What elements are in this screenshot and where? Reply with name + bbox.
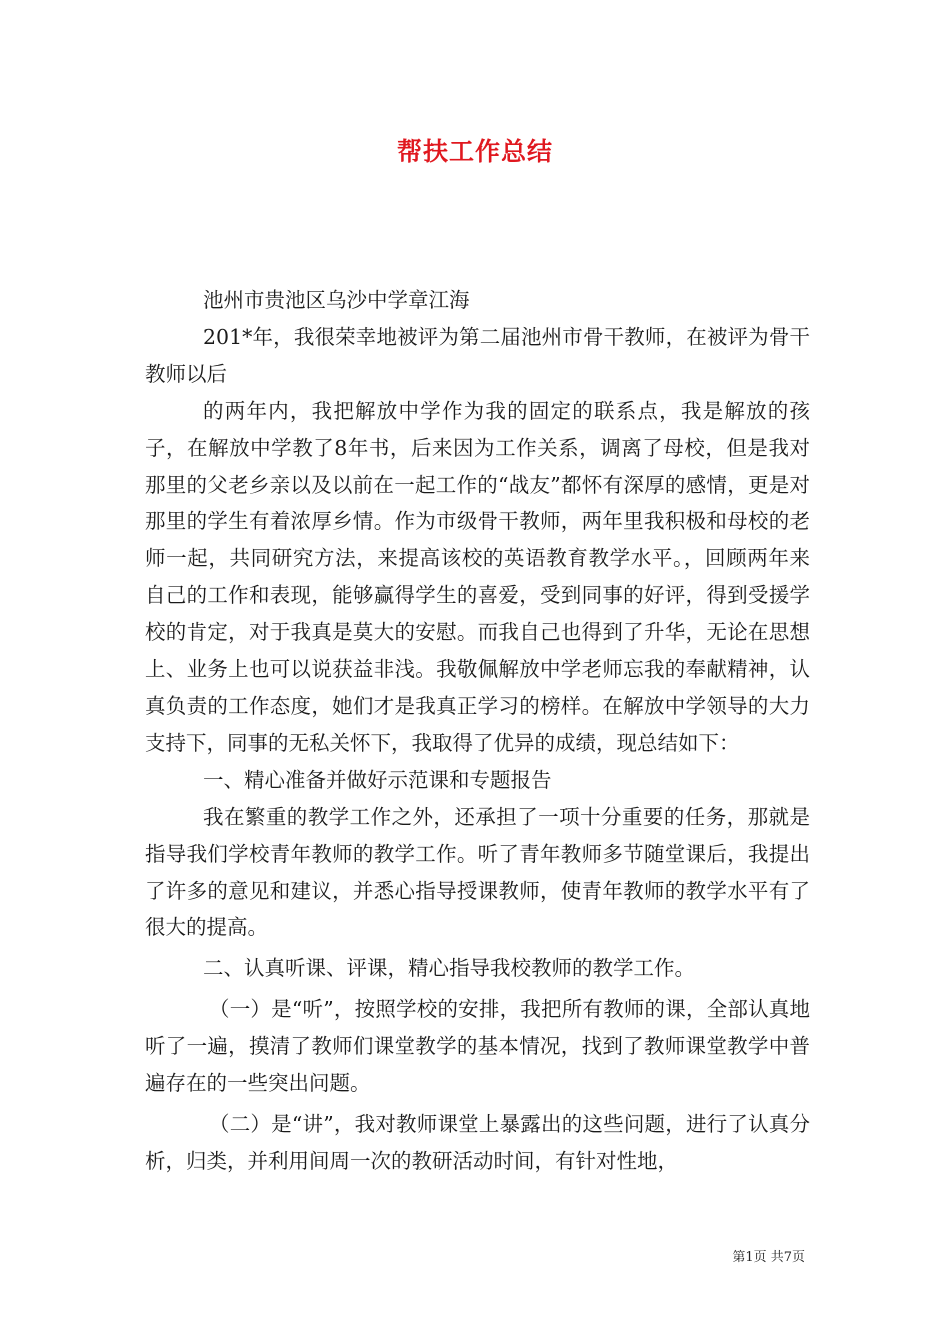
paragraph: 201*年，我很荣幸地被评为第二届池州市骨干教师，在被评为骨干教师以后 (145, 324, 810, 386)
paragraph: （一）是“听”，按照学校的安排，我把所有教师的课，全部认真地听了一遍，摸清了教师们课堂教学的基本情况，找到了教师课堂教学中普遍存在的一些突出问题。 (145, 997, 810, 1096)
author-line: 池州市贵池区乌沙中学章江海 (203, 288, 470, 312)
paragraph: 的两年内，我把解放中学作为我的固定的联系点，我是解放的孩子，在解放中学教了8年书，后来因为工作关系，调离了母校，但是我对那里的父老乡亲以及以前在一起工作的“战友”都怀有深厚的感情，更是对那里的学生有着浓厚乡情。作为市级骨干教师，两年里我积极和母校的老师一起，共同研究方法，来提高该校的英语教育教学水平。，回顾两年来自己的工作和表现，能够赢得学生的喜爱，受到同事的好评，得到受援学校的肯定，对于我真是莫大的安慰。而我自己也得到了升华，无论在思想上、业务上也可以说获益非浅。我敬佩解放中学老师忘我的奉献精神，认真负责的工作态度，她们才是我真正学习的榜样。在解放中学领导的大力支持下，同事的无私关怀下，我取得了优异的成绩，现总结如下： (145, 398, 810, 755)
document-title: 帮扶工作总结 (396, 137, 553, 166)
section-heading: 二、认真听课、评课，精心指导我校教师的教学工作。 (203, 956, 695, 981)
paragraph: （二）是“讲”，我对教师课堂上暴露出的这些问题，进行了认真分析，归类，并利用间周一次的教研活动时间，有针对性地， (145, 1111, 810, 1173)
document-body (145, 282, 810, 1180)
page-footer: 第1页 共7页 (732, 1250, 805, 1265)
section-heading: 一、精心准备并做好示范课和专题报告 (203, 767, 552, 792)
paragraph: 我在繁重的教学工作之外，还承担了一项十分重要的任务，那就是指导我们学校青年教师的教学工作。听了青年教师多节随堂课后，我提出了许多的意见和建议，并悉心指导授课教师，使青年教师的教学水平有了很大的提高。 (145, 804, 810, 940)
